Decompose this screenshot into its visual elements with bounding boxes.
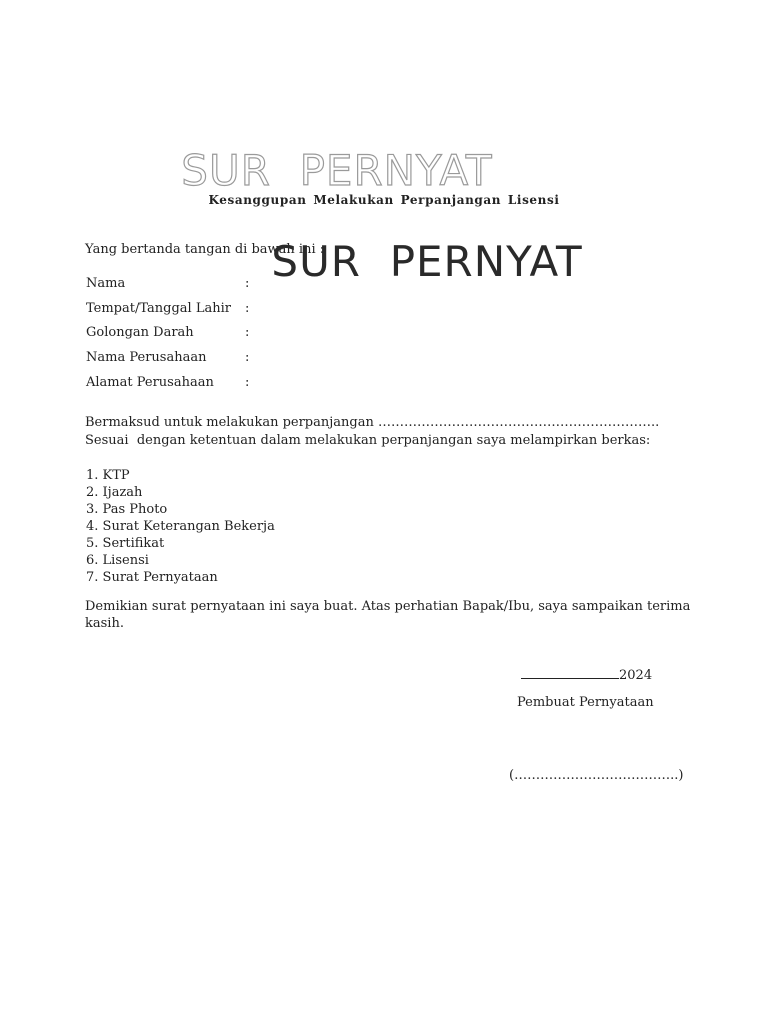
field-label-alamat-perusahaan: Alamat Perusahaan (86, 375, 214, 390)
field-colon: : (245, 350, 250, 365)
field-label-nama: Nama (86, 276, 126, 291)
purpose-text: Bermaksud untuk melakukan perpanjangan ……………………………………………………….. (85, 415, 660, 430)
list-item: 4. Surat Keterangan Bekerja (86, 519, 275, 534)
field-colon: : (245, 276, 250, 291)
title-text: SUR PERNYAT (271, 237, 583, 286)
field-colon: : (245, 301, 250, 316)
date-line (521, 665, 652, 684)
list-item: 1. KTP (86, 468, 130, 483)
closing-text: Demikian surat pernyataan ini saya buat. Atas perhatian Bapak/Ibu, saya sampaikan terima kasih. (85, 599, 691, 631)
date-blank-line (521, 665, 619, 679)
field-colon: : (245, 375, 250, 390)
field-colon: : (245, 325, 250, 340)
list-item: 5. Sertifikat (86, 536, 165, 551)
field-label-golongan-darah: Golongan Darah (86, 325, 194, 340)
list-item: 2. Ijazah (86, 485, 143, 500)
title-shadow: SUR PERNYAT (181, 146, 493, 195)
list-item: 7. Surat Pernyataan (86, 570, 218, 585)
intro-text: Yang bertanda tangan di bawah ini : (85, 242, 325, 257)
signature-placeholder: (………………………………..) (509, 768, 684, 783)
list-item: 3. Pas Photo (86, 502, 168, 517)
list-item: 6. Lisensi (86, 553, 149, 568)
signer-title: Pembuat Pernyataan (517, 695, 654, 710)
field-label-tempat-tanggal-lahir: Tempat/Tanggal Lahir (86, 301, 231, 316)
attachment-list (86, 467, 275, 586)
document-subtitle: Kesanggupan Melakukan Perpanjangan Lisensi (208, 193, 560, 207)
date-year: 2024 (619, 668, 653, 683)
attachment-intro-text: Sesuai dengan ketentuan dalam melakukan perpanjangan saya melampirkan berkas: (85, 433, 651, 448)
field-label-nama-perusahaan: Nama Perusahaan (86, 350, 207, 365)
